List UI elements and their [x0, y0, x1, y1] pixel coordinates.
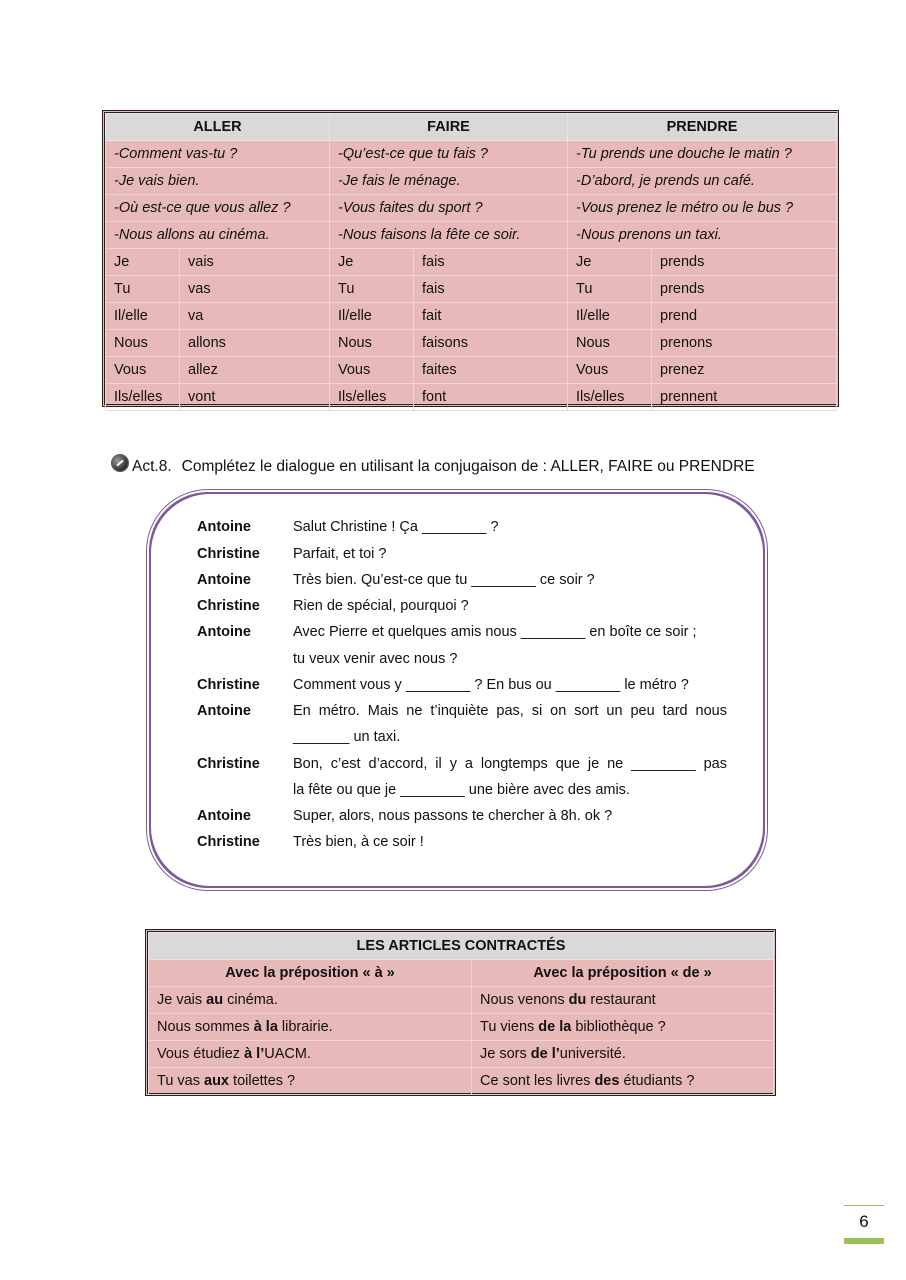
pronoun-cell: Nous	[330, 330, 414, 357]
conjugation-row	[106, 249, 837, 276]
column-header: Avec la préposition « de »	[472, 960, 774, 987]
dialogue-text: Salut Christine ! Ça ________ ?	[293, 519, 499, 535]
verb-form-cell: prenons	[652, 330, 837, 357]
activity-instruction	[112, 455, 832, 479]
example-phrase: -D’abord, je prends un café.	[568, 168, 837, 195]
verb-form-cell: vas	[180, 276, 330, 303]
speaker-name: Christine	[197, 834, 260, 850]
example-phrase: -Vous faites du sport ?	[330, 195, 568, 222]
page-number: 6	[844, 1207, 884, 1237]
example-sentence: Ce sont les livres des étudiants ?	[472, 1068, 774, 1095]
verb-header: PRENDRE	[568, 114, 837, 141]
dialogue-text: Parfait, et toi ?	[293, 546, 387, 562]
dialogue-line	[197, 673, 727, 697]
dialogue-text: tu veux venir avec nous ?	[293, 651, 458, 667]
dialogue-text: _______ un taxi.	[293, 729, 401, 745]
verb-form-cell: va	[180, 303, 330, 330]
example-phrase: -Vous prenez le métro ou le bus ?	[568, 195, 837, 222]
pen-icon	[112, 455, 128, 471]
dialogue-line	[197, 542, 727, 566]
contracted-article: de la	[538, 1019, 572, 1035]
conjugation-header-row	[106, 114, 837, 141]
example-phrase: -Comment vas-tu ?	[106, 141, 330, 168]
contracted-article: à l’	[244, 1046, 265, 1062]
contracted-article: des	[594, 1073, 620, 1089]
pronoun-cell: Ils/elles	[568, 384, 652, 411]
speaker-name: Christine	[197, 598, 260, 614]
conjugation-row	[106, 303, 837, 330]
verb-form-cell: faites	[414, 357, 568, 384]
example-phrase: -Nous prenons un taxi.	[568, 222, 837, 249]
dialogue-line	[197, 830, 727, 854]
speaker-name: Antoine	[197, 572, 251, 588]
example-sentence: Nous venons du restaurant	[472, 987, 774, 1014]
pronoun-cell: Tu	[568, 276, 652, 303]
example-sentence: Tu vas aux toilettes ?	[149, 1068, 472, 1095]
verb-form-cell: vont	[180, 384, 330, 411]
verb-form-cell: prends	[652, 276, 837, 303]
pronoun-cell: Vous	[568, 357, 652, 384]
column-header: Avec la préposition « à »	[149, 960, 472, 987]
articles-grid	[148, 932, 774, 1095]
verb-form-cell: allons	[180, 330, 330, 357]
contracted-article: à la	[253, 1019, 278, 1035]
activity-label: Act.8.	[132, 458, 172, 475]
articles-table	[145, 929, 776, 1096]
pronoun-cell: Vous	[330, 357, 414, 384]
dialogue-line	[197, 594, 727, 618]
example-sentence: Je vais au cinéma.	[149, 987, 472, 1014]
example-sentence: Nous sommes à la librairie.	[149, 1014, 472, 1041]
example-phrase: -Je fais le ménage.	[330, 168, 568, 195]
dialogue-line	[197, 725, 727, 749]
conjugation-table	[102, 110, 839, 407]
speaker-name: Antoine	[197, 703, 251, 719]
example-phrase-row	[106, 222, 837, 249]
verb-header: FAIRE	[330, 114, 568, 141]
contracted-article: au	[206, 992, 224, 1008]
verb-header: ALLER	[106, 114, 330, 141]
conjugation-row	[106, 357, 837, 384]
pronoun-cell: Je	[568, 249, 652, 276]
articles-title: LES ARTICLES CONTRACTÉS	[149, 933, 774, 960]
verb-form-cell: fais	[414, 276, 568, 303]
pronoun-cell: Je	[330, 249, 414, 276]
dialogue-text: Très bien. Qu’est-ce que tu ________ ce soir ?	[293, 572, 595, 588]
example-sentence: Je sors de l’université.	[472, 1041, 774, 1068]
table-row	[149, 1068, 774, 1095]
dialogue-line	[197, 804, 727, 828]
verb-form-cell: prend	[652, 303, 837, 330]
dialogue-text: Rien de spécial, pourquoi ?	[293, 598, 469, 614]
table-row	[149, 1041, 774, 1068]
articles-header-row	[149, 960, 774, 987]
verb-form-cell: prends	[652, 249, 837, 276]
speaker-name: Antoine	[197, 624, 251, 640]
dialogue-text: Très bien, à ce soir !	[293, 834, 424, 850]
dialogue-text: Super, alors, nous passons te chercher à 8h. ok ?	[293, 808, 613, 824]
pronoun-cell: Nous	[106, 330, 180, 357]
example-sentence: Vous étudiez à l’UACM.	[149, 1041, 472, 1068]
activity-text: Complétez le dialogue en utilisant la conjugaison de : ALLER, FAIRE ou PRENDRE	[181, 458, 755, 475]
pronoun-cell: Ils/elles	[330, 384, 414, 411]
speaker-name: Christine	[197, 756, 260, 772]
pronoun-cell: Tu	[106, 276, 180, 303]
pronoun-cell: Il/elle	[106, 303, 180, 330]
example-sentence: Tu viens de la bibliothèque ?	[472, 1014, 774, 1041]
contracted-article: du	[568, 992, 587, 1008]
verb-form-cell: fais	[414, 249, 568, 276]
example-phrase-row	[106, 168, 837, 195]
dialogue-text: Bon, c’est d’accord, il y a longtemps que je ne ________ pas	[293, 756, 727, 772]
example-phrase: -Je vais bien.	[106, 168, 330, 195]
speaker-name: Christine	[197, 677, 260, 693]
dialogue-line	[197, 620, 727, 644]
speaker-name: Antoine	[197, 519, 251, 535]
verb-form-cell: fait	[414, 303, 568, 330]
pronoun-cell: Il/elle	[330, 303, 414, 330]
example-phrase-row	[106, 141, 837, 168]
example-phrase-row	[106, 195, 837, 222]
conjugation-row	[106, 330, 837, 357]
contracted-article: aux	[204, 1073, 230, 1089]
speaker-name: Antoine	[197, 808, 251, 824]
dialogue-line	[197, 515, 727, 539]
dialogue-text: Avec Pierre et quelques amis nous ________ en boîte ce soir ;	[293, 624, 697, 640]
dialogue-line	[197, 647, 727, 671]
dialogue-line	[197, 568, 727, 592]
conjugation-grid	[105, 113, 837, 411]
dialogue-text: Comment vous y ________ ? En bus ou ________ le métro ?	[293, 677, 689, 693]
verb-form-cell: prenez	[652, 357, 837, 384]
verb-form-cell: vais	[180, 249, 330, 276]
pronoun-cell: Il/elle	[568, 303, 652, 330]
table-row	[149, 987, 774, 1014]
conjugation-row	[106, 276, 837, 303]
dialogue-line	[197, 752, 727, 776]
pronoun-cell: Ils/elles	[106, 384, 180, 411]
verb-form-cell: allez	[180, 357, 330, 384]
example-phrase: -Qu’est-ce que tu fais ?	[330, 141, 568, 168]
contracted-article: de l’	[530, 1046, 560, 1062]
speaker-name: Christine	[197, 546, 260, 562]
verb-form-cell: faisons	[414, 330, 568, 357]
pronoun-cell: Je	[106, 249, 180, 276]
dialogue-text: En métro. Mais ne t’inquiète pas, si on sort un peu tard nous	[293, 703, 727, 719]
dialogue-line	[197, 699, 727, 723]
dialogue-line	[197, 778, 727, 802]
verb-form-cell: font	[414, 384, 568, 411]
pronoun-cell: Vous	[106, 357, 180, 384]
pronoun-cell: Nous	[568, 330, 652, 357]
example-phrase: -Nous faisons la fête ce soir.	[330, 222, 568, 249]
articles-title-row	[149, 933, 774, 960]
conjugation-row	[106, 384, 837, 411]
verb-form-cell: prennent	[652, 384, 837, 411]
table-row	[149, 1014, 774, 1041]
dialogue-text: la fête ou que je ________ une bière avec des amis.	[293, 782, 630, 798]
example-phrase: -Où est-ce que vous allez ?	[106, 195, 330, 222]
example-phrase: -Nous allons au cinéma.	[106, 222, 330, 249]
pronoun-cell: Tu	[330, 276, 414, 303]
example-phrase: -Tu prends une douche le matin ?	[568, 141, 837, 168]
